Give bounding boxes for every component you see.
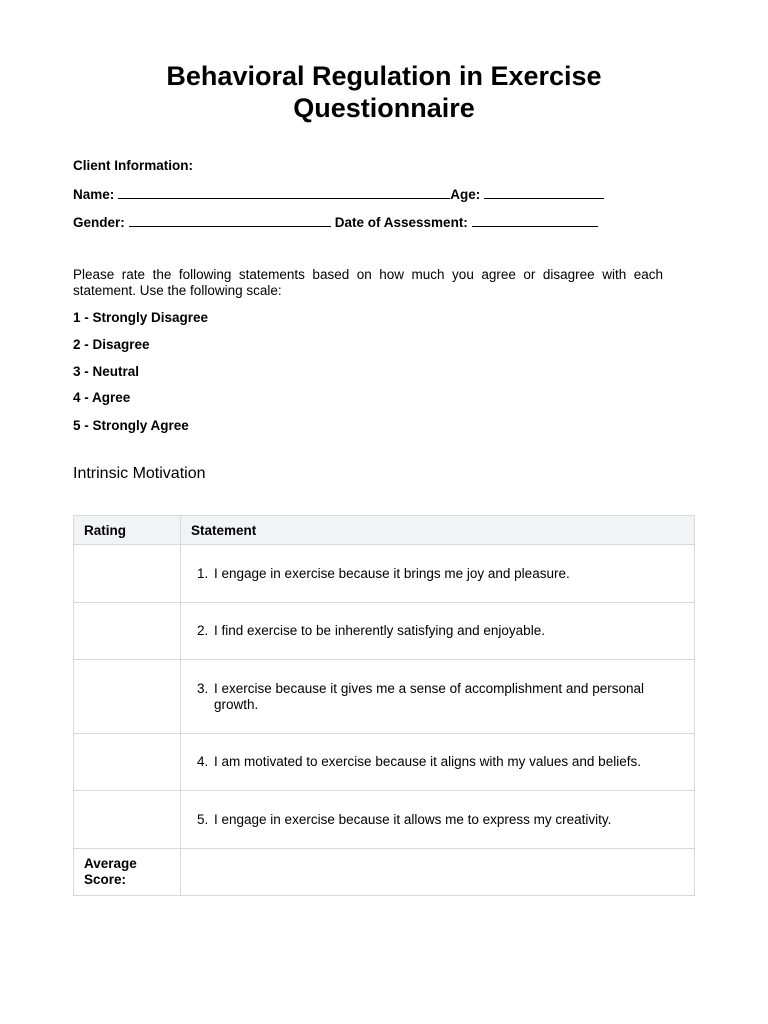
age-label: Age: [450,187,481,202]
average-score-label-cell [74,849,181,896]
table-row [74,660,695,734]
statement-number: 2. [197,623,209,638]
statement-text: I engage in exercise because it brings me joy and pleasure. [214,565,570,581]
table-header-row [74,516,695,545]
statement-number: 4. [197,754,209,769]
age-field[interactable] [484,186,604,199]
title-line-1: Behavioral Regulation in Exercise [166,61,602,91]
table-row [74,791,695,849]
date-label: Date of Assessment: [334,215,468,230]
statement-column-header: Statement [181,516,695,545]
statement-text: I find exercise to be inherently satisfying and enjoyable. [214,623,545,638]
scale-item-4: 4 - Agree [73,390,131,405]
statement-number: 5. [197,811,209,827]
gender-field[interactable] [129,214,331,227]
gender-date-row [73,214,598,230]
name-label: Name: [73,187,115,202]
statement-cell [181,545,695,603]
gender-label: Gender: [73,215,125,230]
table-row [74,734,695,791]
statement-text: I exercise because it gives me a sense of accomplishment and personal growth. [214,680,644,712]
statement-text: I engage in exercise because it allows me to express my creativity. [214,811,612,827]
rating-input-cell[interactable] [74,545,181,603]
rating-input-cell[interactable] [74,734,181,791]
statement-text: I am motivated to exercise because it aligns with my values and beliefs. [214,754,641,769]
page-title [100,60,668,124]
average-score-label: Average Score: [84,856,137,887]
statement-cell [181,660,695,734]
rating-input-cell[interactable] [74,603,181,660]
title-line-2: Questionnaire [293,93,475,123]
scale-item-3: 3 - Neutral [73,364,140,379]
statement-cell [181,603,695,660]
client-info-heading: Client Information: [73,158,193,173]
date-field[interactable] [472,214,598,227]
statement-number: 1. [197,565,209,581]
average-score-input-cell[interactable] [181,849,695,896]
statement-number: 3. [197,680,209,696]
rating-column-header: Rating [74,516,181,545]
rating-table [73,515,695,896]
average-score-row [74,849,695,896]
table-row [74,545,695,603]
rating-input-cell[interactable] [74,660,181,734]
statement-cell [181,791,695,849]
instructions-text: Please rate the following statements based on how much you agree or disagree with each statement. Use the following scale: [73,267,663,298]
statement-cell [181,734,695,791]
scale-item-1: 1 - Strongly Disagree [73,310,209,325]
table-row [74,603,695,660]
scale-item-5: 5 - Strongly Agree [73,418,189,433]
name-age-row [73,186,604,202]
name-field[interactable] [118,186,450,199]
scale-item-2: 2 - Disagree [73,337,150,352]
rating-input-cell[interactable] [74,791,181,849]
section-heading: Intrinsic Motivation [73,465,206,482]
